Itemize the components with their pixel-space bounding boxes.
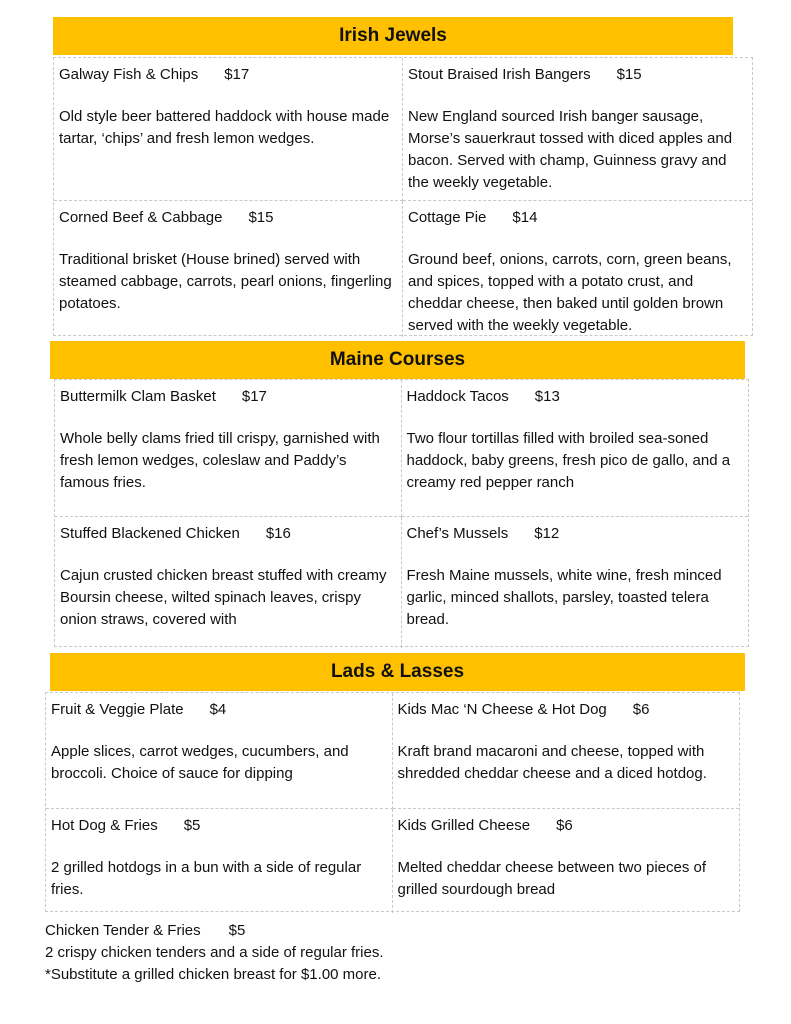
item-description: Kraft brand macaroni and cheese, topped with shredded cheddar cheese and a diced hotdog. [397, 743, 707, 782]
item-price: $15 [248, 209, 274, 226]
item-name: Hot Dog & Fries [51, 817, 158, 834]
item-price: $6 [632, 701, 650, 718]
menu-item [54, 201, 403, 337]
menu-item [46, 809, 393, 913]
item-name: Kids Grilled Cheese [397, 817, 531, 834]
item-price: $4 [209, 701, 227, 718]
item-description: Traditional brisket (House brined) served with steamed cabbage, carrots, pearl onions, fingerling potatoes. [59, 251, 392, 312]
item-name: Chef’s Mussels [406, 525, 509, 542]
item-name: Fruit & Veggie Plate [51, 701, 184, 718]
footer-line-1: 2 crispy chicken tenders and a side of regular fries. [45, 944, 384, 961]
item-name: Kids Mac ‘N Cheese & Hot Dog [397, 701, 607, 718]
section-header-lads-lasses: Lads & Lasses [50, 653, 745, 691]
section-header-irish-jewels: Irish Jewels [53, 17, 733, 55]
item-price: $12 [534, 525, 560, 542]
item-price: $15 [616, 66, 642, 83]
menu-item [393, 809, 740, 913]
menu-grid-lads-lasses [45, 692, 740, 912]
item-description: New England sourced Irish banger sausage, Morse’s sauerkraut tossed with diced apples and bacon. Served with champ, Guinness gravy and the weekly vegetable. [408, 108, 733, 191]
item-name: Stout Braised Irish Bangers [408, 66, 591, 83]
menu-item [393, 693, 740, 809]
menu-grid-maine-courses [54, 379, 749, 647]
section-header-maine-courses: Maine Courses [50, 341, 745, 379]
item-description: Ground beef, onions, carrots, corn, green beans, and spices, topped with a potato crust, and cheddar cheese, then baked until golden brown served with the weekly vegetable. [408, 251, 732, 334]
item-description: Cajun crusted chicken breast stuffed with creamy Boursin cheese, wilted spinach leaves, crispy onion straws, covered with [60, 567, 387, 628]
item-price: $13 [534, 388, 560, 405]
menu-item [402, 517, 749, 648]
item-description: Whole belly clams fried till crispy, garnished with fresh lemon wedges, coleslaw and Paddy’s famous fries. [60, 430, 380, 491]
item-description: Two flour tortillas filled with broiled sea-soned haddock, baby greens, fresh pico de gallo, and a creamy red pepper ranch [406, 430, 731, 491]
footer-item-name: Chicken Tender & Fries [45, 922, 201, 939]
item-price: $6 [556, 817, 573, 834]
item-name: Cottage Pie [408, 209, 487, 226]
menu-item [55, 517, 402, 648]
item-name: Stuffed Blackened Chicken [60, 525, 240, 542]
item-description: Melted cheddar cheese between two pieces of grilled sourdough bread [397, 859, 707, 898]
menu-item [403, 201, 752, 337]
item-description: Old style beer battered haddock with house made tartar, ‘chips’ and fresh lemon wedges. [59, 108, 390, 147]
footer-item-price: $5 [228, 922, 246, 939]
item-price: $16 [265, 525, 291, 542]
menu-item [46, 693, 393, 809]
item-description: Fresh Maine mussels, white wine, fresh minced garlic, minced shallots, parsley, toasted telera bread. [406, 567, 722, 628]
menu-grid-irish-jewels [53, 57, 753, 336]
item-name: Galway Fish & Chips [59, 66, 199, 83]
menu-item [403, 58, 752, 201]
item-name: Buttermilk Clam Basket [60, 388, 216, 405]
item-name: Haddock Tacos [406, 388, 509, 405]
menu-item [54, 58, 403, 201]
item-price: $17 [241, 388, 267, 405]
item-price: $5 [183, 817, 201, 834]
item-name: Corned Beef & Cabbage [59, 209, 223, 226]
item-description: 2 grilled hotdogs in a bun with a side of regular fries. [51, 859, 362, 898]
footer-line-2: *Substitute a grilled chicken breast for $1.00 more. [45, 966, 382, 983]
footer-note [45, 920, 384, 986]
menu-item [402, 380, 749, 517]
item-description: Apple slices, carrot wedges, cucumbers, and broccoli. Choice of sauce for dipping [51, 743, 349, 782]
item-price: $17 [224, 66, 250, 83]
menu-item [55, 380, 402, 517]
item-price: $14 [512, 209, 538, 226]
